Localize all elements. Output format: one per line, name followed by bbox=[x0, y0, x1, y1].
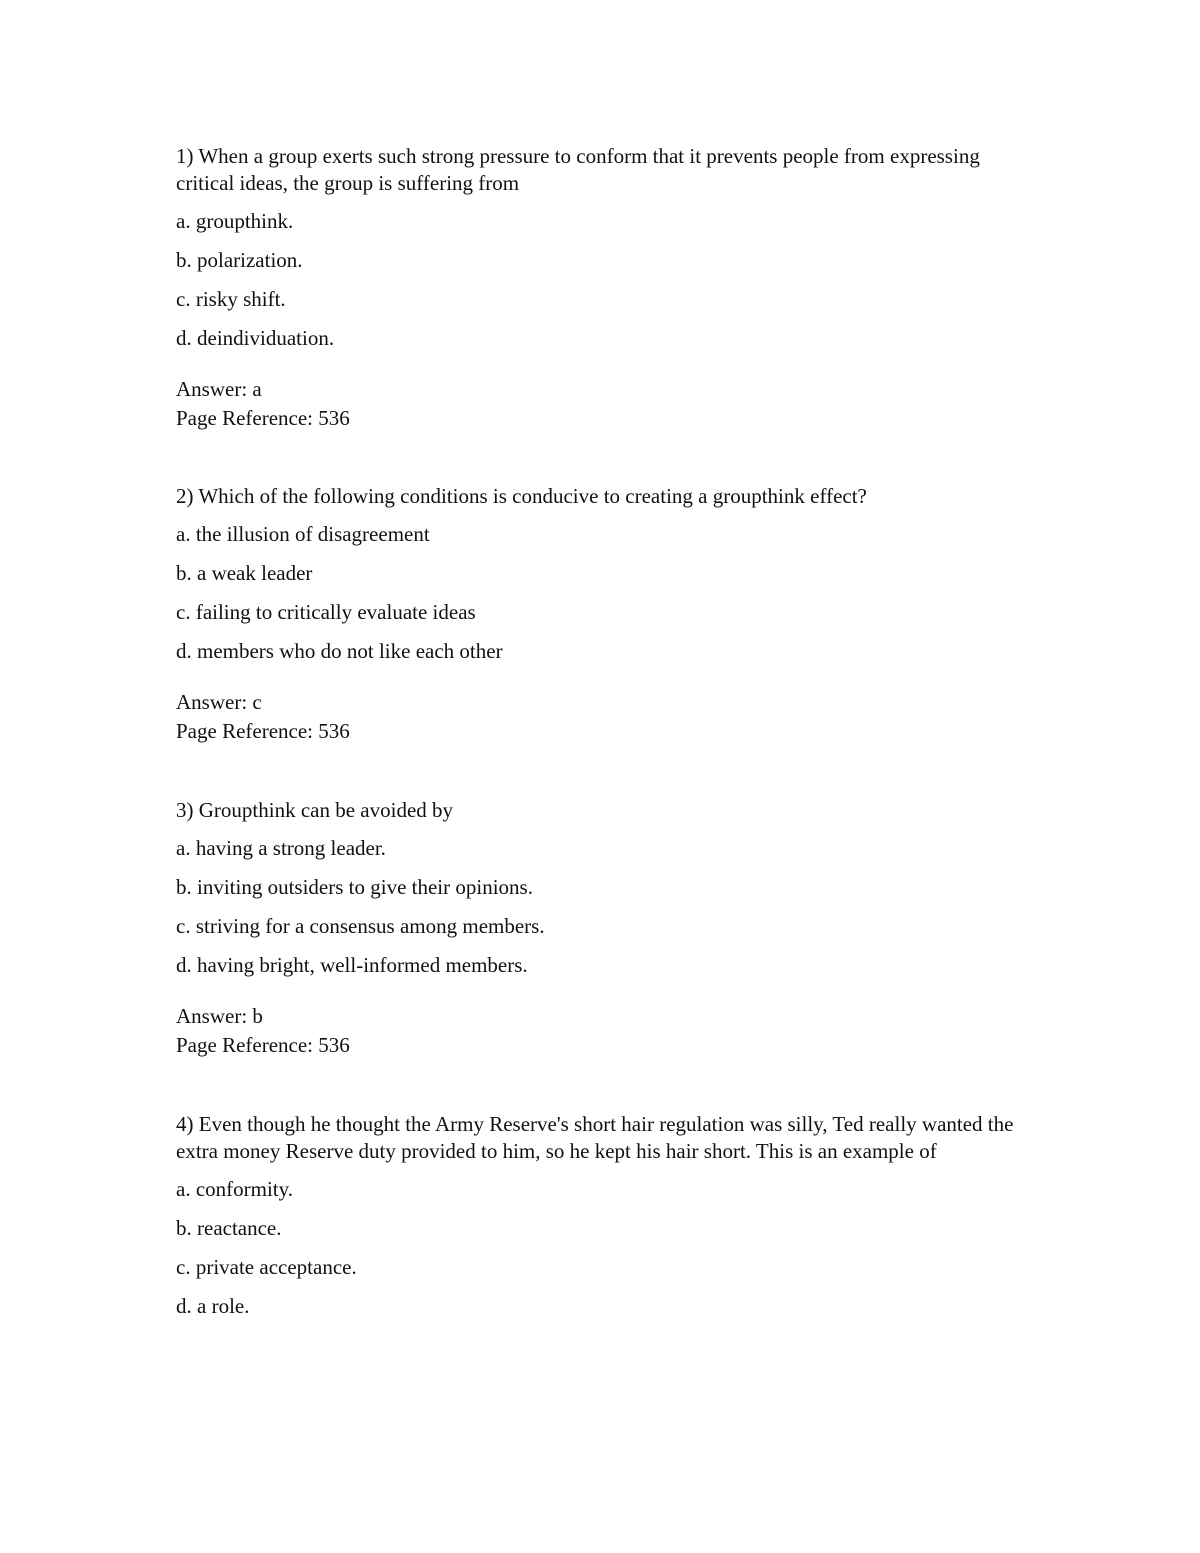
option-b: b. inviting outsiders to give their opinions. bbox=[176, 875, 533, 899]
question-2 bbox=[176, 483, 1026, 746]
question-1 bbox=[176, 143, 1026, 433]
option-c: c. failing to critically evaluate ideas bbox=[176, 600, 476, 624]
answer-block bbox=[176, 375, 1026, 433]
question-stem: 1) When a group exerts such strong pressure to conform that it prevents people from expressing critical ideas, the group is suffering from bbox=[176, 144, 980, 195]
question-3 bbox=[176, 797, 1026, 1060]
option-d: d. a role. bbox=[176, 1294, 250, 1318]
page-reference: Page Reference: 536 bbox=[176, 719, 350, 743]
option-d: d. members who do not like each other bbox=[176, 639, 503, 663]
answer-block bbox=[176, 688, 1026, 746]
answer-text: Answer: a bbox=[176, 377, 262, 401]
question-stem: 4) Even though he thought the Army Reserve's short hair regulation was silly, Ted really wanted the extra money Reserve duty provided to him, so he kept his hair short. This is an example of bbox=[176, 1112, 1014, 1163]
page-reference: Page Reference: 536 bbox=[176, 406, 350, 430]
question-4 bbox=[176, 1111, 1026, 1333]
option-b: b. polarization. bbox=[176, 248, 303, 272]
option-a: a. having a strong leader. bbox=[176, 836, 386, 860]
answer-text: Answer: b bbox=[176, 1004, 263, 1028]
option-a: a. groupthink. bbox=[176, 209, 294, 233]
option-b: b. a weak leader bbox=[176, 561, 313, 585]
question-stem: 3) Groupthink can be avoided by bbox=[176, 798, 454, 822]
option-c: c. risky shift. bbox=[176, 287, 286, 311]
option-d: d. having bright, well-informed members. bbox=[176, 953, 528, 977]
option-list bbox=[176, 1177, 1026, 1333]
option-b: b. reactance. bbox=[176, 1216, 282, 1240]
answer-text: Answer: c bbox=[176, 690, 262, 714]
option-c: c. striving for a consensus among members. bbox=[176, 914, 545, 938]
option-a: a. the illusion of disagreement bbox=[176, 522, 430, 546]
option-c: c. private acceptance. bbox=[176, 1255, 357, 1279]
option-list bbox=[176, 522, 1026, 678]
option-a: a. conformity. bbox=[176, 1177, 294, 1201]
page-reference: Page Reference: 536 bbox=[176, 1033, 350, 1057]
answer-block bbox=[176, 1002, 1026, 1060]
option-list bbox=[176, 209, 1026, 365]
option-d: d. deindividuation. bbox=[176, 326, 335, 350]
question-stem: 2) Which of the following conditions is conducive to creating a groupthink effect? bbox=[176, 484, 867, 508]
option-list bbox=[176, 836, 1026, 992]
